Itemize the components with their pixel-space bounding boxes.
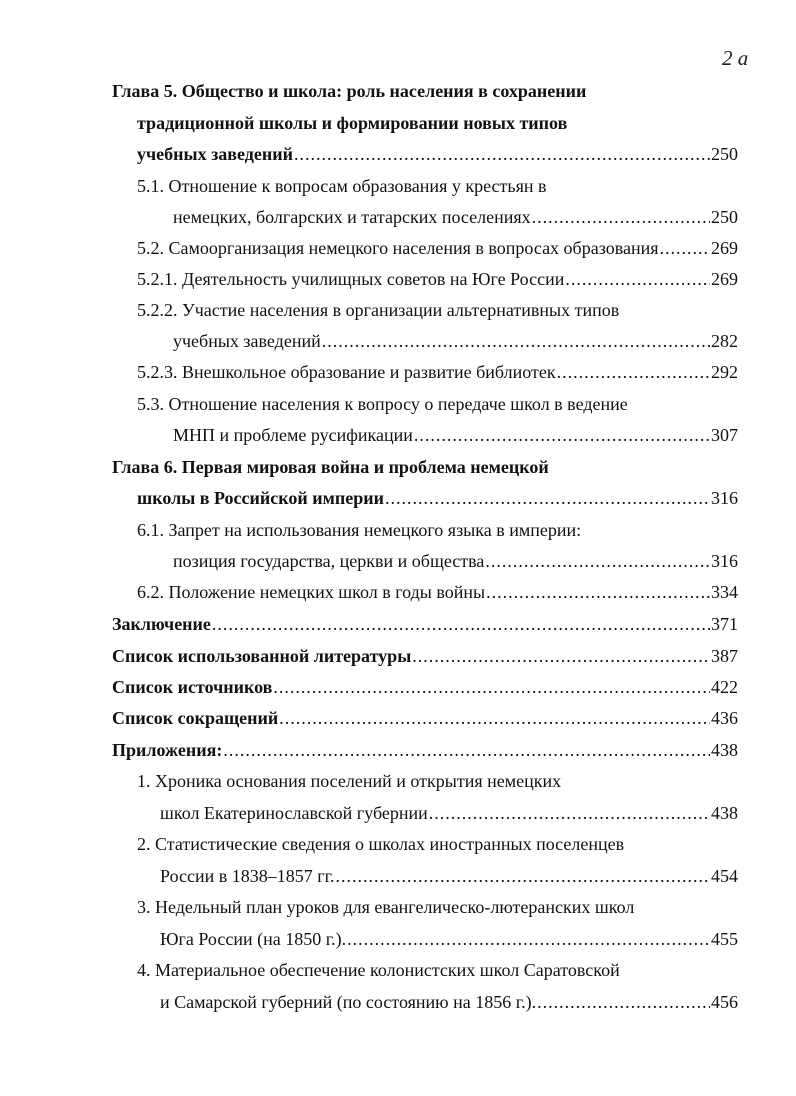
toc-section-6-1-title-end: позиция государства, церкви и общества (173, 551, 485, 571)
leader-dots (660, 237, 710, 259)
toc-section-5-1-page: 250 (711, 207, 738, 227)
toc-section-5-2-1-page: 269 (711, 269, 738, 289)
leader-dots (537, 991, 710, 1013)
toc-abbreviations-title: Список сокращений (112, 708, 279, 728)
leader-dots (279, 707, 710, 729)
leader-dots (486, 581, 710, 603)
toc-section-6-2-title: 6.2. Положение немецких школ в годы войны (137, 582, 486, 602)
toc-appendix-2-page: 454 (711, 866, 738, 886)
toc-abbreviations (112, 707, 738, 729)
toc-chapter-5-line-1: Глава 5. Общество и школа: роль населения в сохранении (112, 81, 587, 101)
toc-section-5-3-line-1: 5.3. Отношение населения к вопросу о передаче школ в ведение (137, 394, 628, 414)
toc-appendix-4-page: 456 (711, 992, 738, 1012)
toc-appendices-title: Приложения: (112, 740, 223, 760)
toc-chapter-6-page: 316 (711, 488, 738, 508)
toc-chapter-5-title-end: учебных заведений (137, 144, 293, 164)
toc-chapter-5-line-2: традиционной школы и формировании новых типов (137, 113, 568, 133)
toc-section-5-1-line-1: 5.1. Отношение к вопросам образования у крестьян в (137, 176, 547, 196)
toc-section-5-2-3 (137, 361, 738, 383)
leader-dots (336, 865, 711, 887)
toc-section-5-3-line-2 (173, 424, 738, 446)
toc-appendix-2-title-end: России в 1838–1857 гг. (160, 866, 335, 886)
toc-section-5-2-page: 269 (711, 238, 738, 258)
toc-appendices-page: 438 (711, 740, 738, 760)
leader-dots (223, 739, 710, 761)
toc-sources-title: Список источников (112, 677, 273, 697)
toc-section-5-2-2-line-2 (173, 330, 738, 352)
toc-section-5-2-1 (137, 268, 738, 290)
toc-literature-title: Список использованной литературы (112, 646, 412, 666)
toc-appendix-4-line-2 (160, 991, 738, 1013)
toc-section-6-2-page: 334 (711, 582, 738, 602)
leader-dots (532, 206, 710, 228)
leader-dots (212, 613, 710, 635)
toc-appendix-1-line-2 (160, 802, 738, 824)
toc-section-5-2-3-page: 292 (711, 362, 738, 382)
leader-dots (414, 424, 710, 446)
toc-section-5-2-3-title: 5.2.3. Внешкольное образование и развитие библиотек (137, 362, 556, 382)
toc-chapter-6-line-2 (137, 487, 738, 509)
toc-section-6-1-page: 316 (711, 551, 738, 571)
toc-literature (112, 645, 738, 667)
toc-section-6-1-line-1: 6.1. Запрет на использования немецкого языка в империи: (137, 520, 582, 540)
leader-dots (273, 676, 710, 698)
toc-literature-page: 387 (711, 646, 738, 666)
toc-section-5-2 (137, 237, 738, 259)
toc-appendix-1-page: 438 (711, 803, 738, 823)
toc-appendix-1-line-1: 1. Хроника основания поселений и открытия немецких (137, 771, 562, 791)
toc-appendix-2-line-1: 2. Статистические сведения о школах иностранных поселенцев (137, 834, 625, 854)
toc-appendix-2-line-2 (160, 865, 738, 887)
toc-section-6-1-line-2 (173, 550, 738, 572)
leader-dots (565, 268, 710, 290)
toc-appendix-4-line-1: 4. Материальное обеспечение колонистских школ Саратовской (137, 960, 620, 980)
toc-appendix-3-line-1: 3. Недельный план уроков для евангелическо-лютеранских школ (137, 897, 635, 917)
toc-appendix-4-title-end: и Самарской губерний (по состоянию на 1856 г.). (160, 992, 537, 1012)
toc-conclusion-title: Заключение (112, 614, 211, 634)
toc-appendices (112, 739, 738, 761)
toc-section-5-2-2-line-1: 5.2.2. Участие населения в организации альтернативных типов (137, 300, 620, 320)
toc-chapter-5-page: 250 (711, 144, 738, 164)
toc-section-5-2-1-title: 5.2.1. Деятельность училищных советов на Юге России (137, 269, 565, 289)
toc-section-5-2-2-page: 282 (711, 331, 738, 351)
toc-section-5-3-page: 307 (711, 425, 738, 445)
leader-dots (429, 802, 710, 824)
toc-abbreviations-page: 436 (711, 708, 738, 728)
page-number: 2 a (722, 46, 749, 70)
leader-dots (485, 550, 710, 572)
toc-sources (112, 676, 738, 698)
toc-appendix-3-page: 455 (711, 929, 738, 949)
toc-section-5-1-line-2 (173, 206, 738, 228)
toc-sources-page: 422 (711, 677, 738, 697)
toc-conclusion-page: 371 (711, 614, 738, 634)
toc-chapter-6-line-1: Глава 6. Первая мировая война и проблема немецкой (112, 457, 549, 477)
toc-appendix-3-title-end: Юга России (на 1850 г.). (160, 929, 347, 949)
leader-dots (322, 330, 710, 352)
toc-section-5-2-title: 5.2. Самоорганизация немецкого населения в вопросах образования (137, 238, 659, 258)
leader-dots (347, 928, 710, 950)
leader-dots (557, 361, 710, 383)
toc-appendix-3-line-2 (160, 928, 738, 950)
leader-dots (385, 487, 710, 509)
toc-section-5-3-title-end: МНП и проблеме русификации (173, 425, 413, 445)
toc-section-5-2-2-title-end: учебных заведений (173, 331, 321, 351)
toc-chapter-5-line-3 (137, 143, 738, 165)
leader-dots (412, 645, 710, 667)
toc-section-5-1-title-end: немецких, болгарских и татарских поселениях (173, 207, 531, 227)
toc-conclusion (112, 613, 738, 635)
toc-chapter-6-title-end: школы в Российской империи (137, 488, 384, 508)
leader-dots (294, 143, 710, 165)
toc-section-6-2 (137, 581, 738, 603)
toc-appendix-1-title-end: школ Екатеринославской губернии (160, 803, 428, 823)
